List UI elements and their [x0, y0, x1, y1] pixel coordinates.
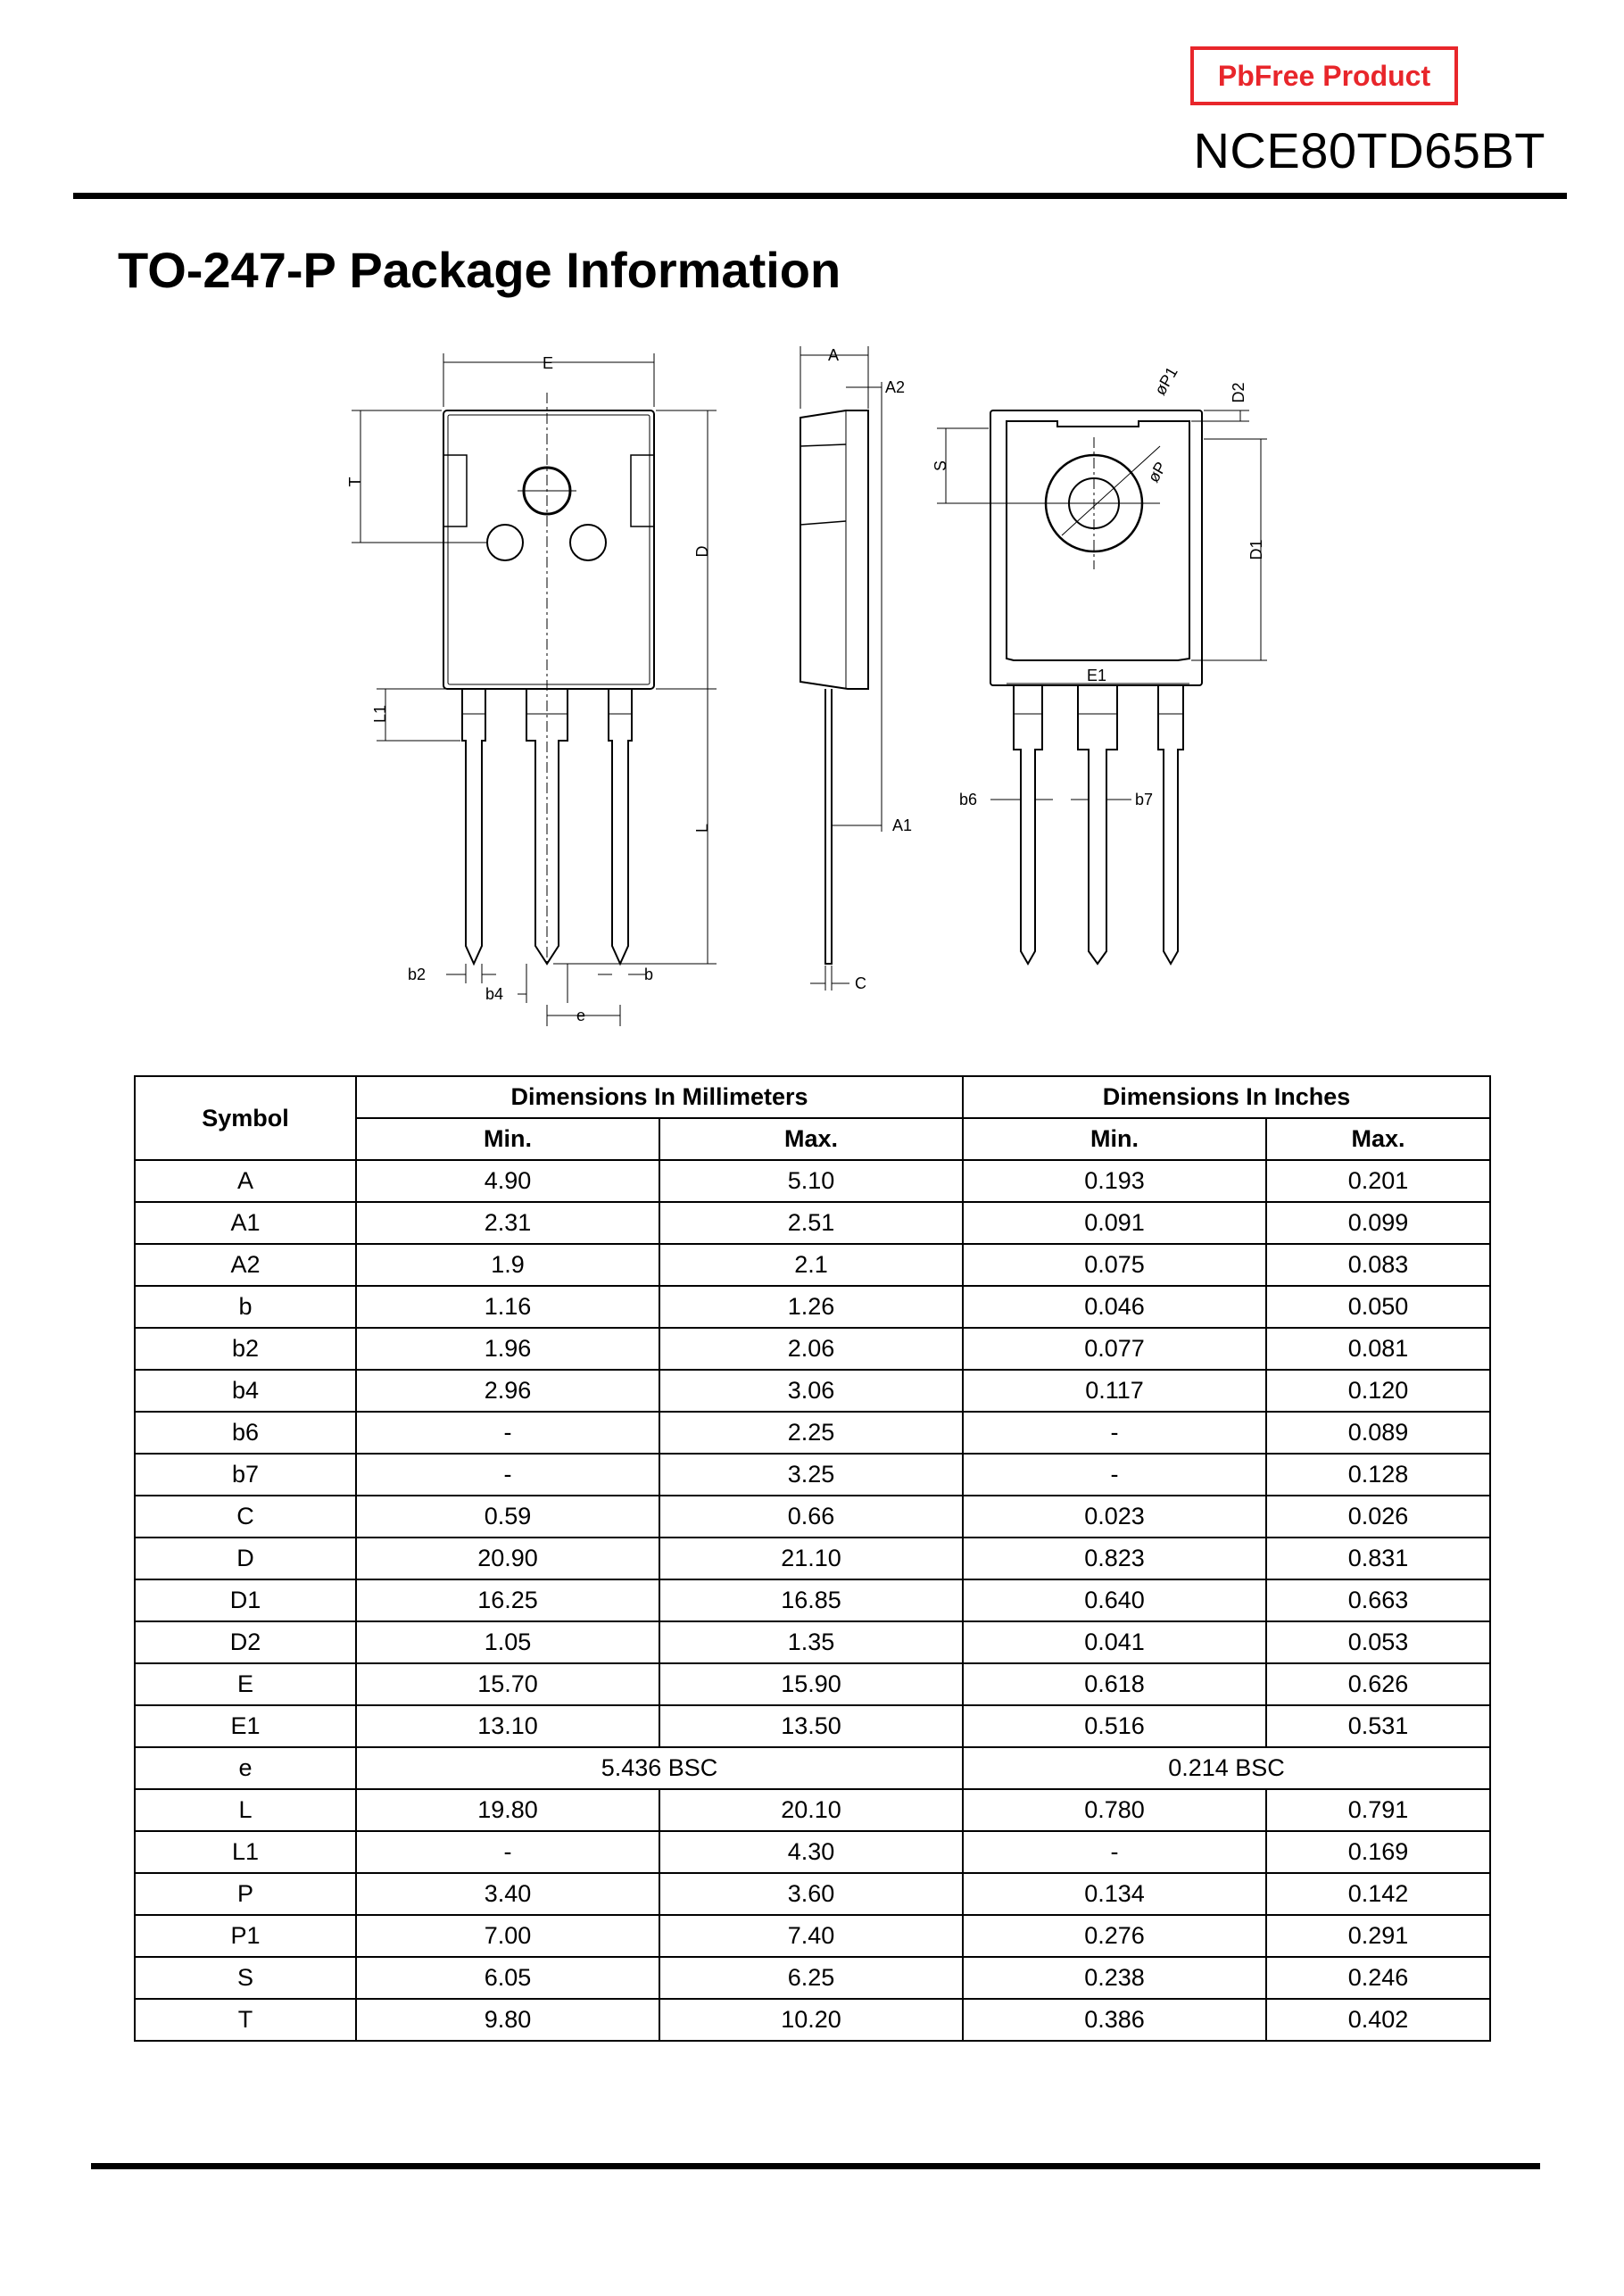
dim-label-S: S: [932, 460, 949, 472]
mm-max-cell: 4.30: [659, 1831, 963, 1873]
in-min-cell: 0.516: [963, 1705, 1266, 1747]
table-row: [135, 1705, 1490, 1747]
mm-max-cell: 6.25: [659, 1957, 963, 1999]
table-row: [135, 1160, 1490, 1202]
symbol-cell: S: [135, 1957, 356, 1999]
mm-max-cell: 5.10: [659, 1160, 963, 1202]
in-max-cell: 0.142: [1266, 1873, 1490, 1915]
in-max-cell: 0.169: [1266, 1831, 1490, 1873]
symbol-cell: A1: [135, 1202, 356, 1244]
side-view: [800, 346, 882, 991]
mm-max-cell: 1.35: [659, 1621, 963, 1663]
table-row: [135, 1873, 1490, 1915]
symbol-cell: P: [135, 1873, 356, 1915]
in-min-cell: 0.386: [963, 1999, 1266, 2041]
mm-max-cell: 2.51: [659, 1202, 963, 1244]
in-max-cell: 0.089: [1266, 1412, 1490, 1454]
in-min-cell: 0.134: [963, 1873, 1266, 1915]
dim-label-C: C: [855, 974, 866, 992]
in-max-cell: 0.050: [1266, 1286, 1490, 1328]
mm-max-cell: 10.20: [659, 1999, 963, 2041]
symbol-cell: b: [135, 1286, 356, 1328]
mm-min-cell: 9.80: [356, 1999, 659, 2041]
in-min-cell: 0.077: [963, 1328, 1266, 1370]
dim-label-b: b: [644, 966, 654, 983]
symbol-cell: E: [135, 1663, 356, 1705]
mm-min-cell: 3.40: [356, 1873, 659, 1915]
table-row: [135, 1412, 1490, 1454]
mm-min-cell: -: [356, 1454, 659, 1496]
dim-label-b2: b2: [408, 966, 427, 983]
mm-min-cell: 6.05: [356, 1957, 659, 1999]
symbol-cell: C: [135, 1496, 356, 1538]
in-min-cell: 0.193: [963, 1160, 1266, 1202]
symbol-cell: L: [135, 1789, 356, 1831]
dim-label-D1: D1: [1247, 539, 1265, 560]
mm-max-cell: 3.25: [659, 1454, 963, 1496]
symbol-cell: A2: [135, 1244, 356, 1286]
symbol-header: Symbol: [135, 1076, 356, 1160]
in-max-cell: 0.083: [1266, 1244, 1490, 1286]
in-max-header: Max.: [1266, 1118, 1490, 1160]
mm-min-cell: 4.90: [356, 1160, 659, 1202]
dim-label-L: L: [693, 823, 711, 833]
table-row: [135, 1579, 1490, 1621]
in-min-cell: 0.823: [963, 1538, 1266, 1579]
in-min-cell: 0.046: [963, 1286, 1266, 1328]
package-drawing: [0, 339, 1624, 1053]
dim-label-b7: b7: [1135, 791, 1154, 808]
mm-max-cell: 3.60: [659, 1873, 963, 1915]
mm-min-cell: 7.00: [356, 1915, 659, 1957]
in-max-cell: 0.081: [1266, 1328, 1490, 1370]
in-min-cell: 0.640: [963, 1579, 1266, 1621]
mm-max-cell: 1.26: [659, 1286, 963, 1328]
dim-label-T: T: [346, 477, 364, 487]
in-min-cell: 0.780: [963, 1789, 1266, 1831]
symbol-cell: D2: [135, 1621, 356, 1663]
mm-min-header: Min.: [356, 1118, 659, 1160]
back-view: [937, 410, 1267, 964]
mm-header: Dimensions In Millimeters: [356, 1076, 963, 1118]
symbol-cell: D1: [135, 1579, 356, 1621]
mm-min-cell: 16.25: [356, 1579, 659, 1621]
mm-min-cell: 13.10: [356, 1705, 659, 1747]
symbol-cell: e: [135, 1747, 356, 1789]
mm-max-cell: 2.25: [659, 1412, 963, 1454]
dim-label-E1: E1: [1087, 667, 1107, 684]
dim-label-D2: D2: [1230, 382, 1247, 403]
symbol-cell: L1: [135, 1831, 356, 1873]
mm-min-cell: 0.59: [356, 1496, 659, 1538]
symbol-cell: b7: [135, 1454, 356, 1496]
page-title: TO-247-P Package Information: [118, 242, 841, 298]
symbol-cell: b6: [135, 1412, 356, 1454]
dim-label-L1: L1: [371, 704, 389, 724]
in-max-cell: 0.626: [1266, 1663, 1490, 1705]
mm-min-cell: 2.96: [356, 1370, 659, 1412]
table-row: [135, 1747, 1490, 1789]
in-max-cell: 0.099: [1266, 1202, 1490, 1244]
in-min-cell: 0.091: [963, 1202, 1266, 1244]
table-row: [135, 1202, 1490, 1244]
mm-max-cell: 20.10: [659, 1789, 963, 1831]
symbol-cell: E1: [135, 1705, 356, 1747]
table-row: [135, 1915, 1490, 1957]
in-max-cell: 0.120: [1266, 1370, 1490, 1412]
dim-label-e: e: [576, 1007, 586, 1024]
in-max-cell: 0.831: [1266, 1538, 1490, 1579]
in-max-cell: 0.246: [1266, 1957, 1490, 1999]
mm-min-cell: 1.96: [356, 1328, 659, 1370]
table-row: [135, 1370, 1490, 1412]
table-row: [135, 1957, 1490, 1999]
bottom-rule: [91, 2163, 1540, 2169]
dim-label-A: A: [828, 346, 840, 364]
mm-min-cell: 1.05: [356, 1621, 659, 1663]
mm-min-cell: 19.80: [356, 1789, 659, 1831]
top-rule: [73, 193, 1567, 199]
in-max-cell: 0.663: [1266, 1579, 1490, 1621]
in-max-cell: 0.531: [1266, 1705, 1490, 1747]
table-row: [135, 1496, 1490, 1538]
inch-header: Dimensions In Inches: [963, 1076, 1490, 1118]
in-min-cell: 0.238: [963, 1957, 1266, 1999]
mm-bsc-cell: 5.436 BSC: [356, 1747, 963, 1789]
mm-max-cell: 3.06: [659, 1370, 963, 1412]
table-row: [135, 1999, 1490, 2041]
symbol-cell: T: [135, 1999, 356, 2041]
symbol-cell: b2: [135, 1328, 356, 1370]
mm-max-header: Max.: [659, 1118, 963, 1160]
table-row: [135, 1328, 1490, 1370]
table-row: [135, 1454, 1490, 1496]
symbol-cell: P1: [135, 1915, 356, 1957]
dim-label-A2: A2: [885, 378, 906, 396]
in-min-cell: -: [963, 1454, 1266, 1496]
in-max-cell: 0.128: [1266, 1454, 1490, 1496]
mm-max-cell: 0.66: [659, 1496, 963, 1538]
dim-label-P1: øP1: [1150, 363, 1181, 399]
table-row: [135, 1831, 1490, 1873]
mm-max-cell: 2.06: [659, 1328, 963, 1370]
mm-min-cell: 15.70: [356, 1663, 659, 1705]
in-min-cell: 0.276: [963, 1915, 1266, 1957]
table-row: [135, 1538, 1490, 1579]
mm-min-cell: -: [356, 1412, 659, 1454]
mm-max-cell: 2.1: [659, 1244, 963, 1286]
dim-label-A1: A1: [892, 816, 913, 834]
mm-min-cell: 1.9: [356, 1244, 659, 1286]
part-number: NCE80TD65BT: [1193, 122, 1545, 178]
in-min-cell: 0.075: [963, 1244, 1266, 1286]
symbol-cell: b4: [135, 1370, 356, 1412]
dim-label-b4: b4: [485, 985, 504, 1003]
in-bsc-cell: 0.214 BSC: [963, 1747, 1490, 1789]
mm-max-cell: 13.50: [659, 1705, 963, 1747]
dim-label-b6: b6: [959, 791, 978, 808]
mm-max-cell: 15.90: [659, 1663, 963, 1705]
symbol-cell: A: [135, 1160, 356, 1202]
table-row: [135, 1244, 1490, 1286]
in-min-header: Min.: [963, 1118, 1266, 1160]
dim-label-E: E: [543, 354, 554, 372]
table-row: [135, 1621, 1490, 1663]
in-max-cell: 0.291: [1266, 1915, 1490, 1957]
mm-max-cell: 21.10: [659, 1538, 963, 1579]
in-min-cell: 0.618: [963, 1663, 1266, 1705]
table-row: [135, 1789, 1490, 1831]
dimension-table: [134, 1075, 1491, 2042]
table-row: [135, 1286, 1490, 1328]
pbfree-badge: PbFree Product: [1190, 46, 1458, 105]
in-min-cell: 0.041: [963, 1621, 1266, 1663]
in-max-cell: 0.053: [1266, 1621, 1490, 1663]
in-max-cell: 0.026: [1266, 1496, 1490, 1538]
dim-label-D: D: [693, 545, 711, 558]
in-max-cell: 0.402: [1266, 1999, 1490, 2041]
front-view: [352, 353, 717, 1026]
symbol-cell: D: [135, 1538, 356, 1579]
in-min-cell: -: [963, 1831, 1266, 1873]
in-min-cell: 0.117: [963, 1370, 1266, 1412]
in-min-cell: 0.023: [963, 1496, 1266, 1538]
mm-min-cell: -: [356, 1831, 659, 1873]
table-row: [135, 1663, 1490, 1705]
mm-min-cell: 20.90: [356, 1538, 659, 1579]
mm-max-cell: 16.85: [659, 1579, 963, 1621]
in-min-cell: -: [963, 1412, 1266, 1454]
mm-max-cell: 7.40: [659, 1915, 963, 1957]
in-max-cell: 0.201: [1266, 1160, 1490, 1202]
dim-label-P: øP: [1144, 459, 1171, 485]
in-max-cell: 0.791: [1266, 1789, 1490, 1831]
mm-min-cell: 2.31: [356, 1202, 659, 1244]
mm-min-cell: 1.16: [356, 1286, 659, 1328]
